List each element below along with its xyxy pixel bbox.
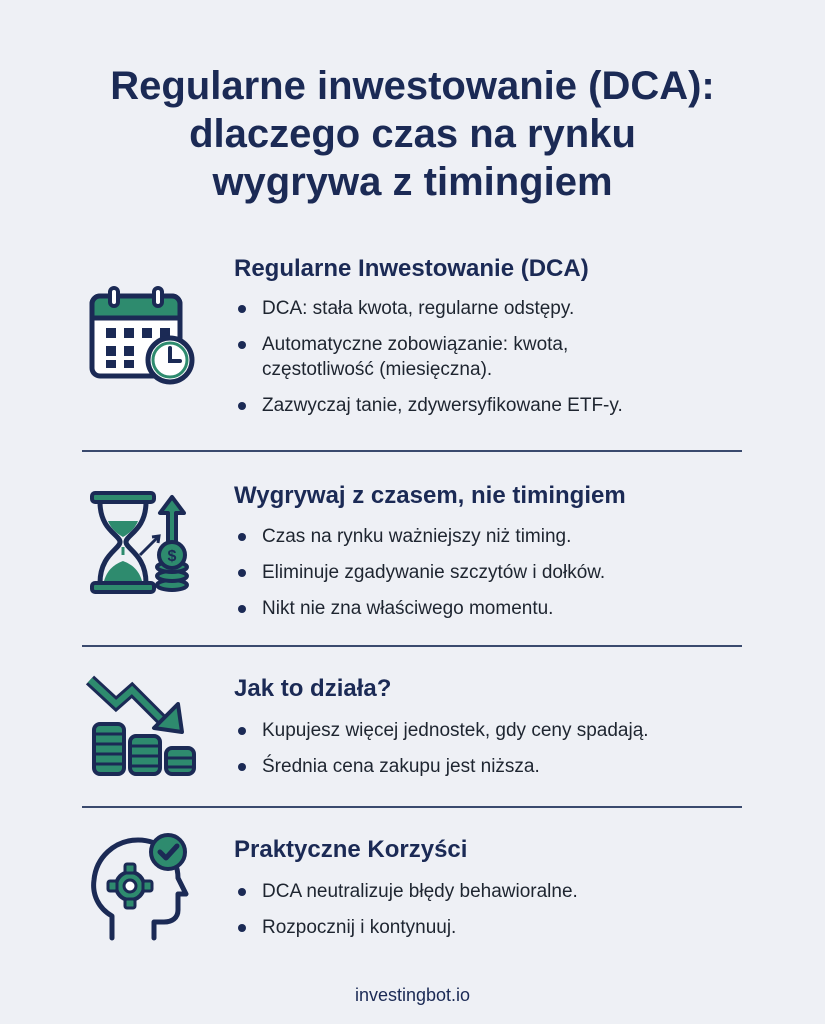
calendar-clock-icon xyxy=(82,282,202,402)
bullet-item: DCA: stała kwota, regularne odstępy. xyxy=(236,296,623,321)
bullet-item: Rozpocznij i kontynuuj. xyxy=(236,915,578,940)
section-heading: Jak to działa? xyxy=(234,675,392,702)
title-line-2: dlaczego czas na rynku xyxy=(189,112,636,156)
divider xyxy=(82,806,742,808)
bullet-list xyxy=(236,718,649,790)
bullet-item: Czas na rynku ważniejszy niż timing. xyxy=(236,524,605,549)
bullet-item: DCA neutralizuje błędy behawioralne. xyxy=(236,879,578,904)
svg-text:$: $ xyxy=(167,548,177,565)
title-line-1: Regularne inwestowanie (DCA): xyxy=(110,64,715,108)
page-title xyxy=(0,62,825,206)
bullet-item: Zazwyczaj tanie, zdywersyfikowane ETF-y. xyxy=(236,393,623,418)
bullet-item: Nikt nie zna właściwego momentu. xyxy=(236,596,605,621)
bullet-text-line: Automatyczne zobowiązanie: kwota, xyxy=(262,334,569,355)
bullet-item: Średnia cena zakupu jest niższa. xyxy=(236,754,649,779)
section-heading: Wygrywaj z czasem, nie timingiem xyxy=(234,482,626,509)
divider xyxy=(82,645,742,647)
bullet-text-line: częstotliwość (miesięczna). xyxy=(262,359,493,380)
bullet-list xyxy=(236,524,605,632)
hourglass-coins-icon xyxy=(82,485,202,605)
divider xyxy=(82,450,742,452)
bullet-item: Kupujesz więcej jednostek, gdy ceny spadają. xyxy=(236,718,649,743)
head-gear-check-icon xyxy=(82,830,202,950)
bullet-list xyxy=(236,296,623,429)
section-heading: Regularne Inwestowanie (DCA) xyxy=(234,255,589,282)
section-heading: Praktyczne Korzyści xyxy=(234,836,468,863)
falling-arrow-coins-icon xyxy=(82,668,202,788)
footer-site-url: investingbot.io xyxy=(354,985,471,1005)
title-line-3: wygrywa z timingiem xyxy=(212,160,613,204)
bullet-item: Eliminuje zgadywanie szczytów i dołków. xyxy=(236,560,605,585)
bullet-item xyxy=(236,332,623,382)
bullet-list xyxy=(236,879,578,951)
